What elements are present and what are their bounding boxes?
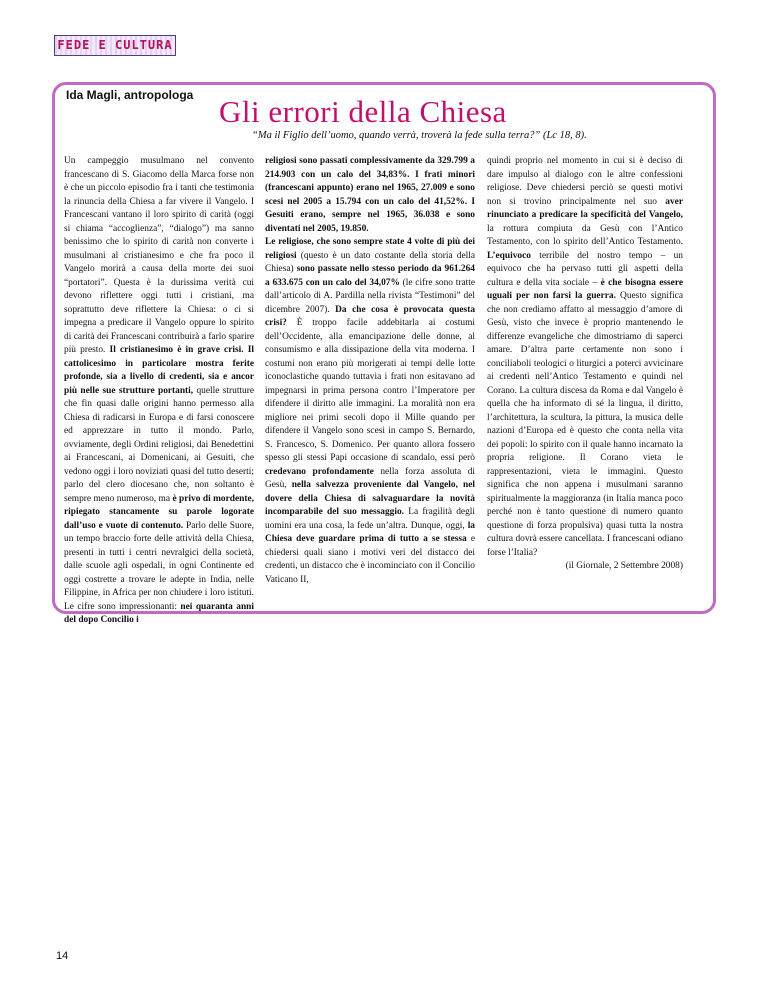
text-run: quindi proprio nel momento in cui si è deciso di dare impulso al dialogo con le altre confessioni religiose. Deve chiedersi perciò se questi motivi non si trovino principalmente nel suo — [487, 156, 683, 207]
epigraph: “Ma il Figlio dell’uomo, quando verrà, troverà la fede sulla terra?” (Lc 18, 8). — [252, 130, 587, 141]
text-run-bold: nei quaranta anni del dopo Concilio i — [64, 601, 255, 625]
section-tag: FEDE E CULTURA — [54, 35, 176, 56]
text-run-bold: L’equivoco — [487, 250, 531, 261]
text-run: (le cifre sono tratte dall’articolo di A. Pardilla nella rivista “Testimoni” del dicembre 2007). — [265, 277, 475, 315]
text-run-bold: aver rinunciato a predicare la specificità del Vangelo, — [487, 196, 683, 220]
author-byline: Ida Magli, antropologa — [66, 88, 194, 102]
text-run-bold: religiosi sono passati complessivamente da 329.799 a 214.903 con un calo del 34,83%. I frati minori (francescani appunto) erano nel 1965, 27.009 e sono scesi nel 2005 a 15.794 con un calo del 41,52%. I Gesuiti erano, sempre nel 1965, 36.038 e sono diventati nel 2005, 19.850. — [265, 156, 475, 234]
article-column-3 — [487, 155, 683, 595]
text-run-bold: la Chiesa deve guardare prima di tutto a se stessa — [265, 520, 475, 544]
text-run: È troppo facile addebitarla ai costumi dell’Occidente, alla emancipazione delle donne, al consumismo e alla dissipazione della vita moderna. I costumi non erano più morigerati ai tempi delle lotte iconoclastiche quando tuttavia i frati non esitavano ad impegnarsi in prima persona contro l’Imperatore per difendere il diritto alle immagini. La moralità non era migliore nei primi secoli dopo il Mille quando per difendere il Vangelo sono scesi in campo S. Bernardo, S. Francesco, S. Domenico. Per quanto allora fossero spesso gli stessi Papi occasione di scandalo, essi però — [265, 318, 475, 463]
text-run-bold: è che bisogna essere uguali per non farsi la guerra. — [487, 277, 683, 301]
text-run: Un campeggio musulmano nel convento francescano di S. Giacomo della Marca forse non è che un piccolo episodio fra i tanti che testimonia la rinuncia della Chiesa a far vivere il Vangelo. I Francescani vantano il loro spirito di carità (oggi si chiama “accoglienza”, “dialogo”) ma sanno benissimo che lo spirito di carità non converte i musulmani al cristianesimo e che fra poco il Vangelo morirà a causa della morte dei suoi “portatori”. Questa è la durissima verità cui devono riflettere oggi tutti i cristiani, ma soprattutto deve riflettere la Chiesa: o ci si impegna a predicare il Vangelo oppure lo spirito di carità dei Francescani contribuirà a farlo sparire più presto. — [64, 156, 254, 355]
text-run-bold: Le religiose, che sono sempre state 4 volte di più dei religiosi — [265, 237, 475, 261]
text-run: quelle strutture che fin quasi dalle origini hanno permesso alla Chiesa di radicarsi in Europa e di farsi conoscere ed apprezzare in tutto il mondo. Parlo, ovviamente, degli Ordini religiosi, dai Benedettini ai Francescani, ai Domenicani, ai Gesuiti, che vedono oggi i loro noviziati quasi del tutto deserti; parlo del clero diocesano che, non soltanto è sempre meno numeroso, ma — [64, 385, 254, 504]
page-number: 14 — [56, 950, 69, 962]
text-run-bold: credevano profondamente — [265, 466, 374, 477]
text-run: La fragilità degli uomini era una cosa, la fede un’altra. Dunque, oggi, — [265, 507, 475, 531]
text-run: Questo significa che non crediamo affatto al messaggio d’amore di Gesù, visto che invece è proprio mantenendo le differenze evangeliche che dimostriamo di saperci amare. D’altra parte certamente non sono i conciliaboli teologici o liturgici a poterci avvicinare ai credenti nell’Antico Testamento e quindi nel Corano. La cultura discesa da Roma e dal Vangelo è quella che ha informato di sé la lingua, il diritto, l’architettura, la scultura, la pittura, la musica delle nazioni d’Europa ed è questo che conta nella vita dei popoli: lo spirito con il quale hanno incarnato la propria religione. Il Corano vieta le rappresentazioni, vieta le immagini. Questo significa che non appena i musulmani saranno spiritualmente la maggioranza (in Italia manca poco perché non è tanto questione di numero quanto questione di forza propulsiva) quasi tutta la nostra cultura dovrà essere cancellata. I francescani odiano forse l’Italia? — [487, 291, 683, 558]
text-run: Parlo delle Suore, un tempo braccio forte delle attività della Chiesa, presenti in tutti i centri nevralgici della società, dalle scuole agli ospedali, in ogni Continente ed oggi costrette a trovare le adepte in India, nelle Filippine, in Africa per non chiudere i loro istituti. Le cifre sono impressionanti: — [64, 520, 254, 612]
text-run-bold: sono passate nello stesso periodo da 961.264 a 633.675 con un calo del 34,07% — [265, 264, 475, 288]
article-column-1 — [64, 155, 255, 625]
article-column-2 — [265, 155, 475, 595]
text-run-bold: Da che cosa è provocata questa crisi? — [265, 304, 476, 328]
text-run: (questo è un dato costante della storia della Chiesa) — [265, 250, 475, 274]
source-citation: (il Giornale, 2 Settembre 2008) — [565, 561, 683, 571]
text-run: e chiedersi quali siano i motivi veri del distacco dei credenti, un distacco che è incominciato con il Concilio Vaticano II, — [265, 534, 475, 585]
text-run-bold: è privo di mordente, ripiegato stancamente su parole logorate dall’uso e vuote di contenuto. — [64, 493, 254, 531]
text-run: nella forza assoluta di Gesù, — [265, 466, 475, 490]
text-run: terribile del nostro tempo – un equivoco che ha pervaso tutti gli aspetti della cultura e della vita sociale – — [487, 250, 683, 288]
text-run-bold: Il cristianesimo è in grave crisi. Il cattolicesimo in particolare mostra ferite profonde, sia a livello di credenti, sia e ancor più nelle sue strutture portanti, — [64, 345, 254, 396]
text-run: la rottura compiuta da Gesù con l’Antico Testamento, con lo spirito dell’Antico Testamento. — [487, 223, 683, 247]
article-title: Gli errori della Chiesa — [219, 94, 507, 129]
text-run-bold: nella salvezza proveniente dal Vangelo, nel dovere della Chiesa di salvaguardare la novità incomparabile del suo messaggio. — [265, 480, 475, 517]
